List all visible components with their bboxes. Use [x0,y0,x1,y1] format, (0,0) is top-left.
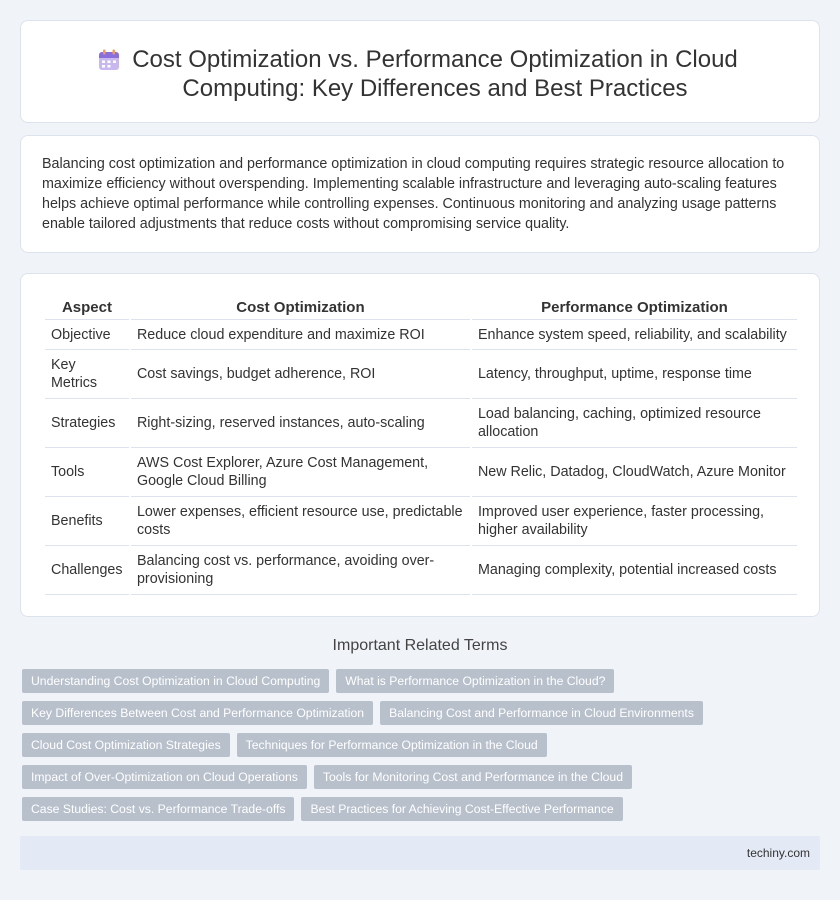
table-cell: Challenges [45,546,129,595]
footer-bar [20,836,820,870]
table-cell: New Relic, Datadog, CloudWatch, Azure Monitor [472,448,797,497]
intro-card [20,135,820,253]
related-term-tag[interactable]: Tools for Monitoring Cost and Performance in the Cloud [314,765,632,789]
related-term-tag[interactable]: Case Studies: Cost vs. Performance Trade-offs [22,797,294,821]
related-terms-list [22,669,802,821]
related-term-tag[interactable]: Impact of Over-Optimization on Cloud Operations [22,765,307,789]
table-cell: Managing complexity, potential increased costs [472,546,797,595]
table-cell: Enhance system speed, reliability, and scalability [472,320,797,350]
table-cell: Tools [45,448,129,497]
intro-paragraph: Balancing cost optimization and performance optimization in cloud computing requires strategic resource allocation to maximize efficiency without overspending. Implementing scalable infrastructure and leveraging auto-scaling features helps achieve optimal performance while controlling expenses. Continuous monitoring and analyzing usage patterns enable tailored adjustments that reduce costs without compromising service quality. [42,156,785,232]
table-cell: Cost savings, budget adherence, ROI [131,350,470,399]
table-cell: Balancing cost vs. performance, avoiding over-provisioning [131,546,470,595]
table-cell: Right-sizing, reserved instances, auto-scaling [131,399,470,448]
related-term-tag[interactable]: What is Performance Optimization in the Cloud? [336,669,614,693]
table-cell: Benefits [45,497,129,546]
related-term-tag[interactable]: Balancing Cost and Performance in Cloud Environments [380,701,703,725]
table-cell: Objective [45,320,129,350]
related-term-tag[interactable]: Key Differences Between Cost and Performance Optimization [22,701,373,725]
table-row [45,350,797,399]
column-header-performance: Performance Optimization [472,294,797,320]
comparison-table [43,294,799,595]
page-title: Cost Optimization vs. Performance Optimization in Cloud Computing: Key Differences and Best Practices [132,46,738,102]
header-card [20,20,820,123]
related-term-tag[interactable]: Cloud Cost Optimization Strategies [22,733,230,757]
table-header-row [45,294,797,320]
related-terms-heading: Important Related Terms [332,637,508,654]
table-row [45,497,797,546]
related-term-tag[interactable]: Understanding Cost Optimization in Cloud Computing [22,669,329,693]
table-cell: Key Metrics [45,350,129,399]
column-header-aspect: Aspect [45,294,129,320]
table-cell: Strategies [45,399,129,448]
table-row [45,399,797,448]
table-cell: Lower expenses, efficient resource use, predictable costs [131,497,470,546]
table-cell: Improved user experience, faster processing, higher availability [472,497,797,546]
related-term-tag[interactable]: Techniques for Performance Optimization in the Cloud [237,733,547,757]
column-header-cost: Cost Optimization [131,294,470,320]
table-cell: Load balancing, caching, optimized resource allocation [472,399,797,448]
site-name[interactable]: techiny.com [746,846,810,860]
table-cell: AWS Cost Explorer, Azure Cost Management, Google Cloud Billing [131,448,470,497]
table-cell: Reduce cloud expenditure and maximize ROI [131,320,470,350]
table-row [45,448,797,497]
related-term-tag[interactable]: Best Practices for Achieving Cost-Effective Performance [301,797,622,821]
table-row [45,546,797,595]
table-row [45,320,797,350]
table-cell: Latency, throughput, uptime, response time [472,350,797,399]
comparison-table-card [20,273,820,617]
